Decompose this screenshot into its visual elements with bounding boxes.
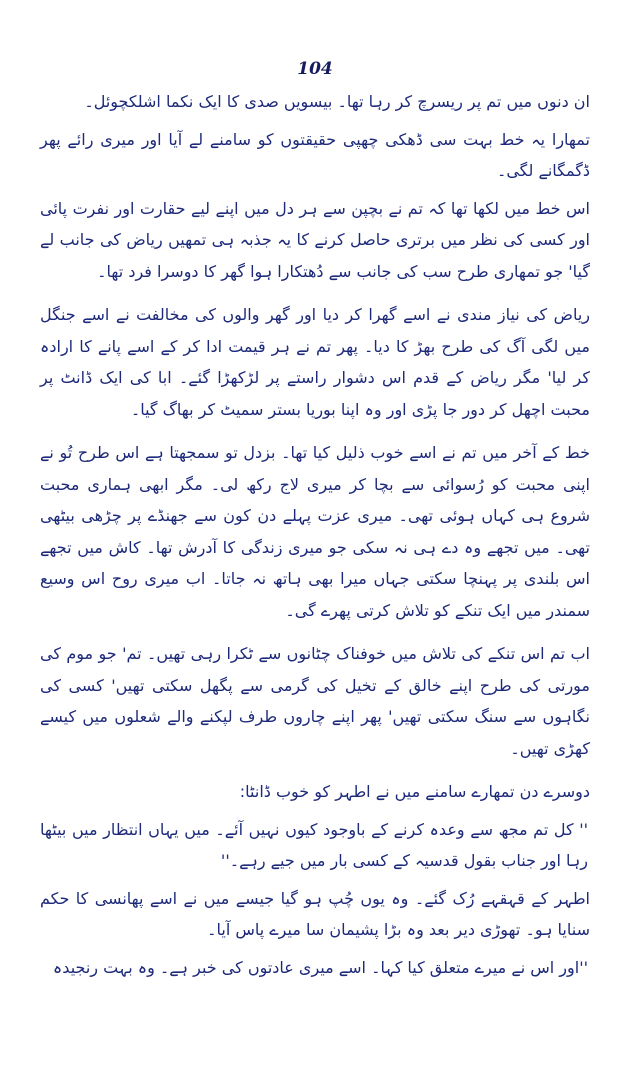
paragraph: اطہر کے قہقہے رُک گئے۔ وہ یوں چُپ ہو گیا جیسے میں نے اسے پھانسی کا حکم سنایا ہو۔ تھوڑی دیر بعد وہ بڑا پشیمان سا میرے پاس آیا۔ [40,888,590,939]
paragraph: ان دنوں میں تم پر ریسرچ کر رہا تھا۔ بیسویں صدی کا ایک نکما اشلکچوئل۔ [84,92,590,111]
page-body [40,86,590,983]
paragraph: اب تم اس تنکے کی تلاش میں خوفناک چٹانوں سے ٹکرا رہی تھیں۔ تم' جو موم کی مورتی کی طرح اپنے خالق کے تخیل کی گرمی سے پگھل سکتی تھیں' کسی کی نگاہوں سے سنگ سکتی تھیں' پھر اپنے چاروں طرف لپکنے والے شعلوں میں کیسے کھڑی تھیں۔ [40,644,590,758]
paragraph: خط کے آخر میں تم نے اسے خوب ذلیل کیا تھا۔ بزدل تو سمجھتا ہے اس طرح تُو نے اپنی محبت کو رُسوائی سے بچا کر میری لاج رکھ لی۔ مگر ابھی ہماری محبت شروع ہی کہاں ہوئی تھی۔ میری عزت پہلے دن کون سے جھنڈے پر چڑھی بیٹھی تھی۔ میں تجھے وہ دے ہی نہ سکی جو میری زندگی کا آدرش تھا۔ کاش میں تجھے اس بلندی پر پہنچا سکتی جہاں میرا بھی ہاتھ نہ جاتا۔ اب میری روح اس وسیع سمندر میں ایک تنکے کو تلاش کرتی پھرے گی۔ [40,443,590,620]
quoted-paragraph: '' کل تم مجھ سے وعدہ کرنے کے باوجود کیوں نہیں آئے۔ میں یہاں انتظار میں بیٹھا رہا اور جناب بقول قدسیہ کے کسی بار میں جیے رہے۔'' [40,819,588,870]
quoted-paragraph: ''اور اس نے میرے متعلق کیا کہا۔ اسے میری عادتوں کی خبر ہے۔ وہ بہت رنجیدہ [52,957,588,977]
page-number: 104 [297,59,333,79]
paragraph: دوسرے دن تمھارے سامنے میں نے اطہر کو خوب ڈانٹا: [239,782,590,801]
paragraph: تمھارا یہ خط بہت سی ڈھکی چھپی حقیقتوں کو سامنے لے آیا اور میری رائے پھر ڈگمگانے لگی۔ [40,129,590,180]
paragraph: ریاض کی نیاز مندی نے اسے گھرا کر دیا اور گھر والوں کی مخالفت نے اسے جنگل میں لگی آگ کی طرح بھڑ کا دیا۔ پھر تم نے ہر قیمت ادا کر کے اسے پانے کا ارادہ کر لیا' مگر ریاض کے قدم اس دشوار راستے پر لڑکھڑا گئے۔ ابا کی ایک ڈانٹ پر محبت اچھل کر دور جا پڑی اور وہ اپنا بوریا بستر سمیٹ کر بھاگ گیا۔ [40,305,590,419]
paragraph: اس خط میں لکھا تھا کہ تم نے بچپن سے ہر دل میں اپنے لیے حقارت اور نفرت پائی اور کسی کی نظر میں برتری حاصل کرنے کا یہ جذبہ ہی تمھیں ریاض کی جانب لے گیا' جو تمھاری طرح سب کی جانب سے دُھتکارا ہوا گھر کا دوسرا فرد تھا۔ [40,198,590,281]
